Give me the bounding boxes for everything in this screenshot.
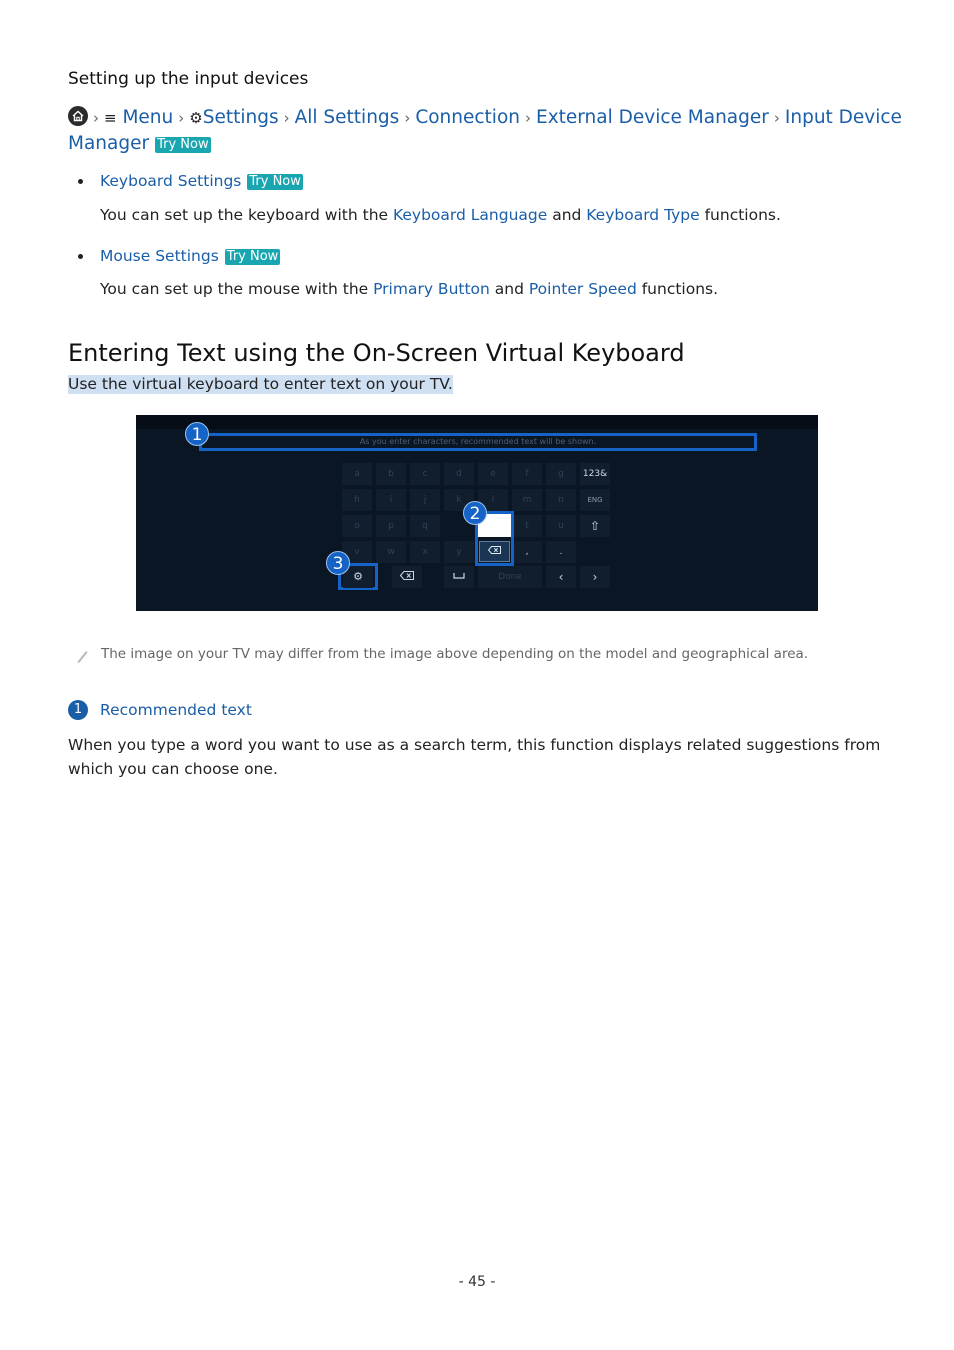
key-period: .: [546, 541, 576, 563]
key-n: n: [546, 489, 576, 511]
desc-text: You can set up the keyboard with the: [100, 206, 393, 224]
key-u: u: [546, 515, 576, 537]
key-numbers-symbols: 123&: [580, 463, 610, 485]
mouse-try-now-button[interactable]: Try Now: [226, 249, 279, 264]
bullet-dot: [78, 179, 83, 184]
keyboard-language-link[interactable]: Keyboard Language: [392, 206, 548, 224]
chevron-right-icon: ›: [93, 109, 99, 127]
key-h: h: [342, 489, 372, 511]
chevron-right-icon: ›: [525, 109, 531, 127]
breadcrumb-all-settings[interactable]: All Settings: [294, 107, 400, 128]
delete-character-icon: [479, 541, 510, 562]
key-c: c: [410, 463, 440, 485]
desc-text: functions.: [636, 280, 719, 298]
bullet-dot: [78, 254, 83, 259]
breadcrumb-input-device-manager[interactable]: Input Device Manager: [68, 107, 902, 154]
key-y: y: [444, 541, 474, 563]
recommended-text-field: As you enter characters, recommended text will be shown.: [199, 433, 757, 451]
key-language: ENG: [580, 489, 610, 511]
key-q: q: [410, 515, 440, 537]
page-number: - 45 -: [458, 1274, 496, 1290]
chevron-right-icon: ›: [178, 109, 185, 127]
key-m: m: [512, 489, 542, 511]
callout-3: 3: [326, 551, 350, 575]
breadcrumb-external-device-manager[interactable]: External Device Manager: [536, 107, 769, 128]
key-p: p: [376, 515, 406, 537]
page-title: Entering Text using the On-Screen Virtual Keyboard: [68, 339, 685, 367]
desc-text: and: [489, 280, 529, 298]
backspace-icon: [392, 566, 422, 588]
key-j: j: [410, 489, 440, 511]
mouse-settings-item: [100, 247, 280, 265]
chevron-right-icon: ›: [283, 109, 290, 127]
key-comma: ,: [512, 541, 542, 563]
key-b: b: [376, 463, 406, 485]
primary-button-link[interactable]: Primary Button: [373, 280, 490, 298]
mouse-settings-desc: [100, 280, 718, 298]
breadcrumb-settings[interactable]: Settings: [202, 107, 279, 128]
callout-1: 1: [185, 422, 209, 446]
gear-icon: ⚙: [189, 109, 203, 127]
desc-text: and: [547, 206, 587, 224]
key-x: x: [410, 541, 440, 563]
chevron-right-icon: ›: [773, 109, 780, 127]
desc-text: functions.: [699, 206, 781, 224]
item-description: When you type a word you want to use as a search term, this function displays related suggestions from which you can choose one.: [68, 736, 881, 778]
arrow-right-icon: ›: [580, 566, 610, 588]
item-title: Recommended text: [100, 701, 252, 719]
key-g: g: [546, 463, 576, 485]
pointer-speed-link[interactable]: Pointer Speed: [528, 280, 637, 298]
pencil-icon: [75, 648, 89, 668]
home-icon[interactable]: [68, 106, 88, 126]
callout-2: 2: [463, 501, 487, 525]
keyboard-settings-desc: [100, 206, 781, 224]
space-icon: [444, 566, 474, 588]
settings-gear-icon: ⚙: [343, 566, 373, 588]
key-i: i: [376, 489, 406, 511]
key-f: f: [512, 463, 542, 485]
keyboard-settings-link[interactable]: Keyboard Settings: [100, 172, 242, 190]
mouse-settings-link[interactable]: Mouse Settings: [100, 247, 219, 265]
key-d: d: [444, 463, 474, 485]
try-now-button[interactable]: Try Now: [157, 137, 209, 152]
section-heading: Setting up the input devices: [68, 69, 309, 89]
tv-top-bar: [136, 415, 818, 429]
chevron-right-icon: ›: [404, 109, 411, 127]
key-v: v: [342, 541, 372, 563]
done-key: Done: [478, 566, 542, 588]
note-text: The image on your TV may differ from the image above depending on the model and geographical area.: [101, 646, 809, 662]
arrow-left-icon: ‹: [546, 566, 576, 588]
key-a: a: [342, 463, 372, 485]
number-badge: 1: [68, 700, 88, 720]
keyboard-settings-item: [100, 172, 303, 190]
desc-text: You can set up the mouse with the: [100, 280, 374, 298]
shift-icon: ⇧: [580, 515, 610, 537]
keyboard-try-now-button[interactable]: Try Now: [249, 174, 301, 189]
key-o: o: [342, 515, 372, 537]
keyboard-type-link[interactable]: Keyboard Type: [586, 206, 700, 224]
breadcrumb-connection[interactable]: Connection: [415, 107, 520, 128]
key-e: e: [478, 463, 508, 485]
key-l: l: [478, 489, 508, 511]
key-w: w: [376, 541, 406, 563]
breadcrumb-menu[interactable]: Menu: [122, 107, 174, 128]
breadcrumb: [68, 105, 908, 156]
virtual-keyboard-screenshot: [136, 415, 818, 611]
menu-lines-icon: ≡: [104, 109, 117, 127]
key-t: t: [512, 515, 542, 537]
page-subtitle: Use the virtual keyboard to enter text on your TV.: [68, 375, 453, 393]
key-k: k: [444, 489, 474, 511]
